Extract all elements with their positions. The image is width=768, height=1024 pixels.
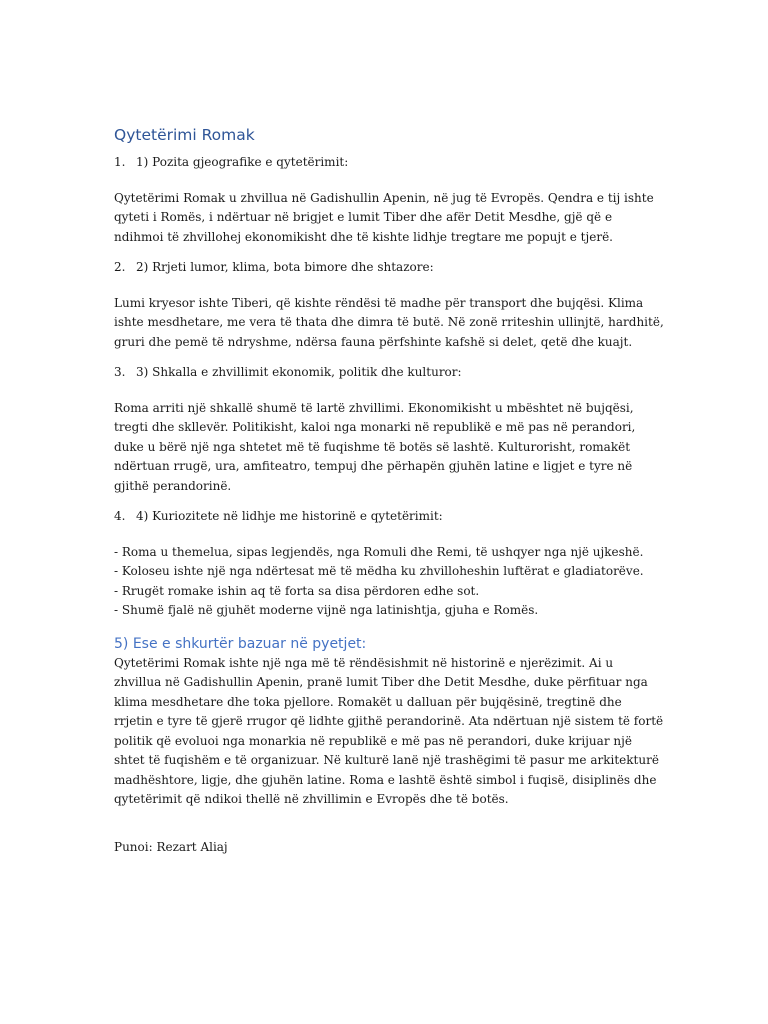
curiosities-list xyxy=(114,543,664,621)
question-number: 1. xyxy=(114,155,126,169)
question-number: 2. xyxy=(114,260,126,274)
question-text: 3) Shkalla e zhvillimit ekonomik, politik dhe kulturor: xyxy=(136,365,462,379)
question-4 xyxy=(114,507,664,527)
author-credit: Punoi: Rezart Aliaj xyxy=(114,839,228,854)
question-1 xyxy=(114,153,664,173)
list-item: - Roma u themelua, sipas legjendës, nga Romuli dhe Remi, të ushqyer nga një ujkeshë. xyxy=(114,544,644,559)
question-text: 2) Rrjeti lumor, klima, bota bimore dhe shtazore: xyxy=(136,260,434,274)
question-number: 3. xyxy=(114,365,126,379)
essay-title: 5) Ese e shkurtër bazuar në pyetjet: xyxy=(114,635,367,652)
list-item: - Shumë fjalë në gjuhët moderne vijnë nga latinishtja, gjuha e Romës. xyxy=(114,603,539,617)
question-text: 4) Kuriozitete në lidhje me historinë e qytetërimit: xyxy=(136,509,443,523)
question-3 xyxy=(114,363,664,383)
essay-text: Qytetërimi Romak ishte një nga më të rëndësishmit në historinë e njerëzimit. Ai u zhvillua në Gadishullin Apenin, pranë lumit Tiber dhe Detit Mesdhe, duke përfituar nga klima mesdhetare dhe toka pjellore. Romakët u dalluan për bujqësinë, tregtinë dhe rrjetin e tyre të gjerë rrugor që lidhte gjithë perandorinë. Ata ndërtuan një sistem të fortë politik që evoluoi nga monarkia në republikë e më pas në perandori, duke krijuar një shtet të fuqishëm e të organizuar. Në kulturë lanë një trashëgimi të pasur me arkitekturë madhështore, ligje, dhe gjuhën latine. Roma e lashtë është simbol i fuqisë, disiplinës dhe qytetërimit që ndikoi thellë në zhvillimin e Evropës dhe të botës. xyxy=(114,655,664,806)
answer-1: Qytetërimi Romak u zhvillua në Gadishullin Apenin, në jug të Evropës. Qendra e tij ishte qyteti i Romës, i ndërtuar në brigjet e lumit Tiber dhe afër Detit Mesdhe, gjë që e ndihmoi të zhvillohej ekonomikisht dhe të kishte lidhje tregtare me popujt e tjerë. xyxy=(114,190,654,244)
question-2 xyxy=(114,258,664,278)
question-number: 4. xyxy=(114,509,126,523)
list-item: - Rrugët romake ishin aq të forta sa disa përdoren edhe sot. xyxy=(114,583,480,598)
document-title: Qytetërimi Romak xyxy=(114,126,255,144)
answer-2: Lumi kryesor ishte Tiberi, që kishte rëndësi të madhe për transport dhe bujqësi. Klima ishte mesdhetare, me vera të thata dhe dimra të butë. Në zonë rriteshin ullinjtë, hardhitë, gruri dhe pemë të ndryshme, ndërsa fauna përfshinte kafshë si delet, qetë dhe kuajt. xyxy=(114,295,664,349)
list-item: - Koloseu ishte një nga ndërtesat më të mëdha ku zhvilloheshin luftërat e gladiatorëve. xyxy=(114,564,644,578)
question-text: 1) Pozita gjeografike e qytetërimit: xyxy=(136,155,349,169)
answer-3: Roma arriti një shkallë shumë të lartë zhvillimi. Ekonomikisht u mbështet në bujqësi, tregti dhe skllevër. Politikisht, kaloi nga monarki në republikë e më pas në perandori, duke u bërë një nga shtetet më të fuqishme të botës së lashtë. Kulturorisht, romakët ndërtuan rrugë, ura, amfiteatro, tempuj dhe përhapën gjuhën latine e ligjet e tyre në gjithë perandorinë. xyxy=(114,400,636,493)
